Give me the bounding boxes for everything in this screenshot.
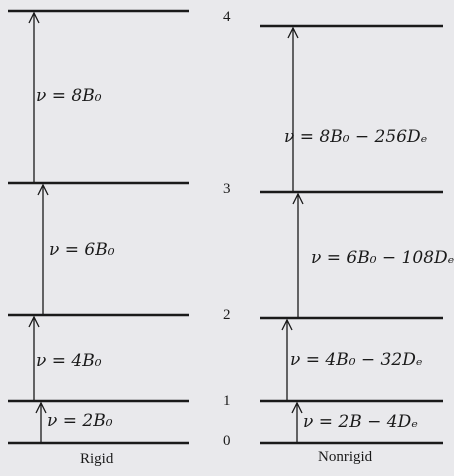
rigid-transition-arrow-2-3 <box>38 185 48 315</box>
rigid-transition-label-1-2: ν = 4B₀ <box>36 351 102 371</box>
level-number-3: 3 <box>223 181 231 197</box>
level-number-4: 4 <box>223 9 231 25</box>
level-number-1: 1 <box>223 393 231 409</box>
rigid-caption: Rigid <box>80 451 114 467</box>
rigid-transition-arrow-0-1 <box>36 403 46 443</box>
level-number-2: 2 <box>223 307 231 323</box>
rigid-transition-label-2-3: ν = 6B₀ <box>49 240 115 260</box>
nonrigid-transition-arrow-0-1 <box>292 403 302 443</box>
nonrigid-transition-arrow-2-3 <box>293 194 303 318</box>
nonrigid-transition-label-3-4: ν = 8B₀ − 256Dₑ <box>284 127 428 147</box>
nonrigid-transition-label-0-1: ν = 2B − 4Dₑ <box>303 412 418 432</box>
level-number-0: 0 <box>223 433 231 449</box>
rigid-transition-label-0-1: ν = 2B₀ <box>47 411 113 431</box>
nonrigid-transition-label-2-3: ν = 6B₀ − 108Dₑ <box>311 248 454 268</box>
rigid-transition-label-3-4: ν = 8B₀ <box>36 86 102 106</box>
nonrigid-caption: Nonrigid <box>318 449 373 465</box>
nonrigid-transition-label-1-2: ν = 4B₀ − 32Dₑ <box>290 350 423 370</box>
nonrigid-transition-arrow-3-4 <box>288 28 298 192</box>
